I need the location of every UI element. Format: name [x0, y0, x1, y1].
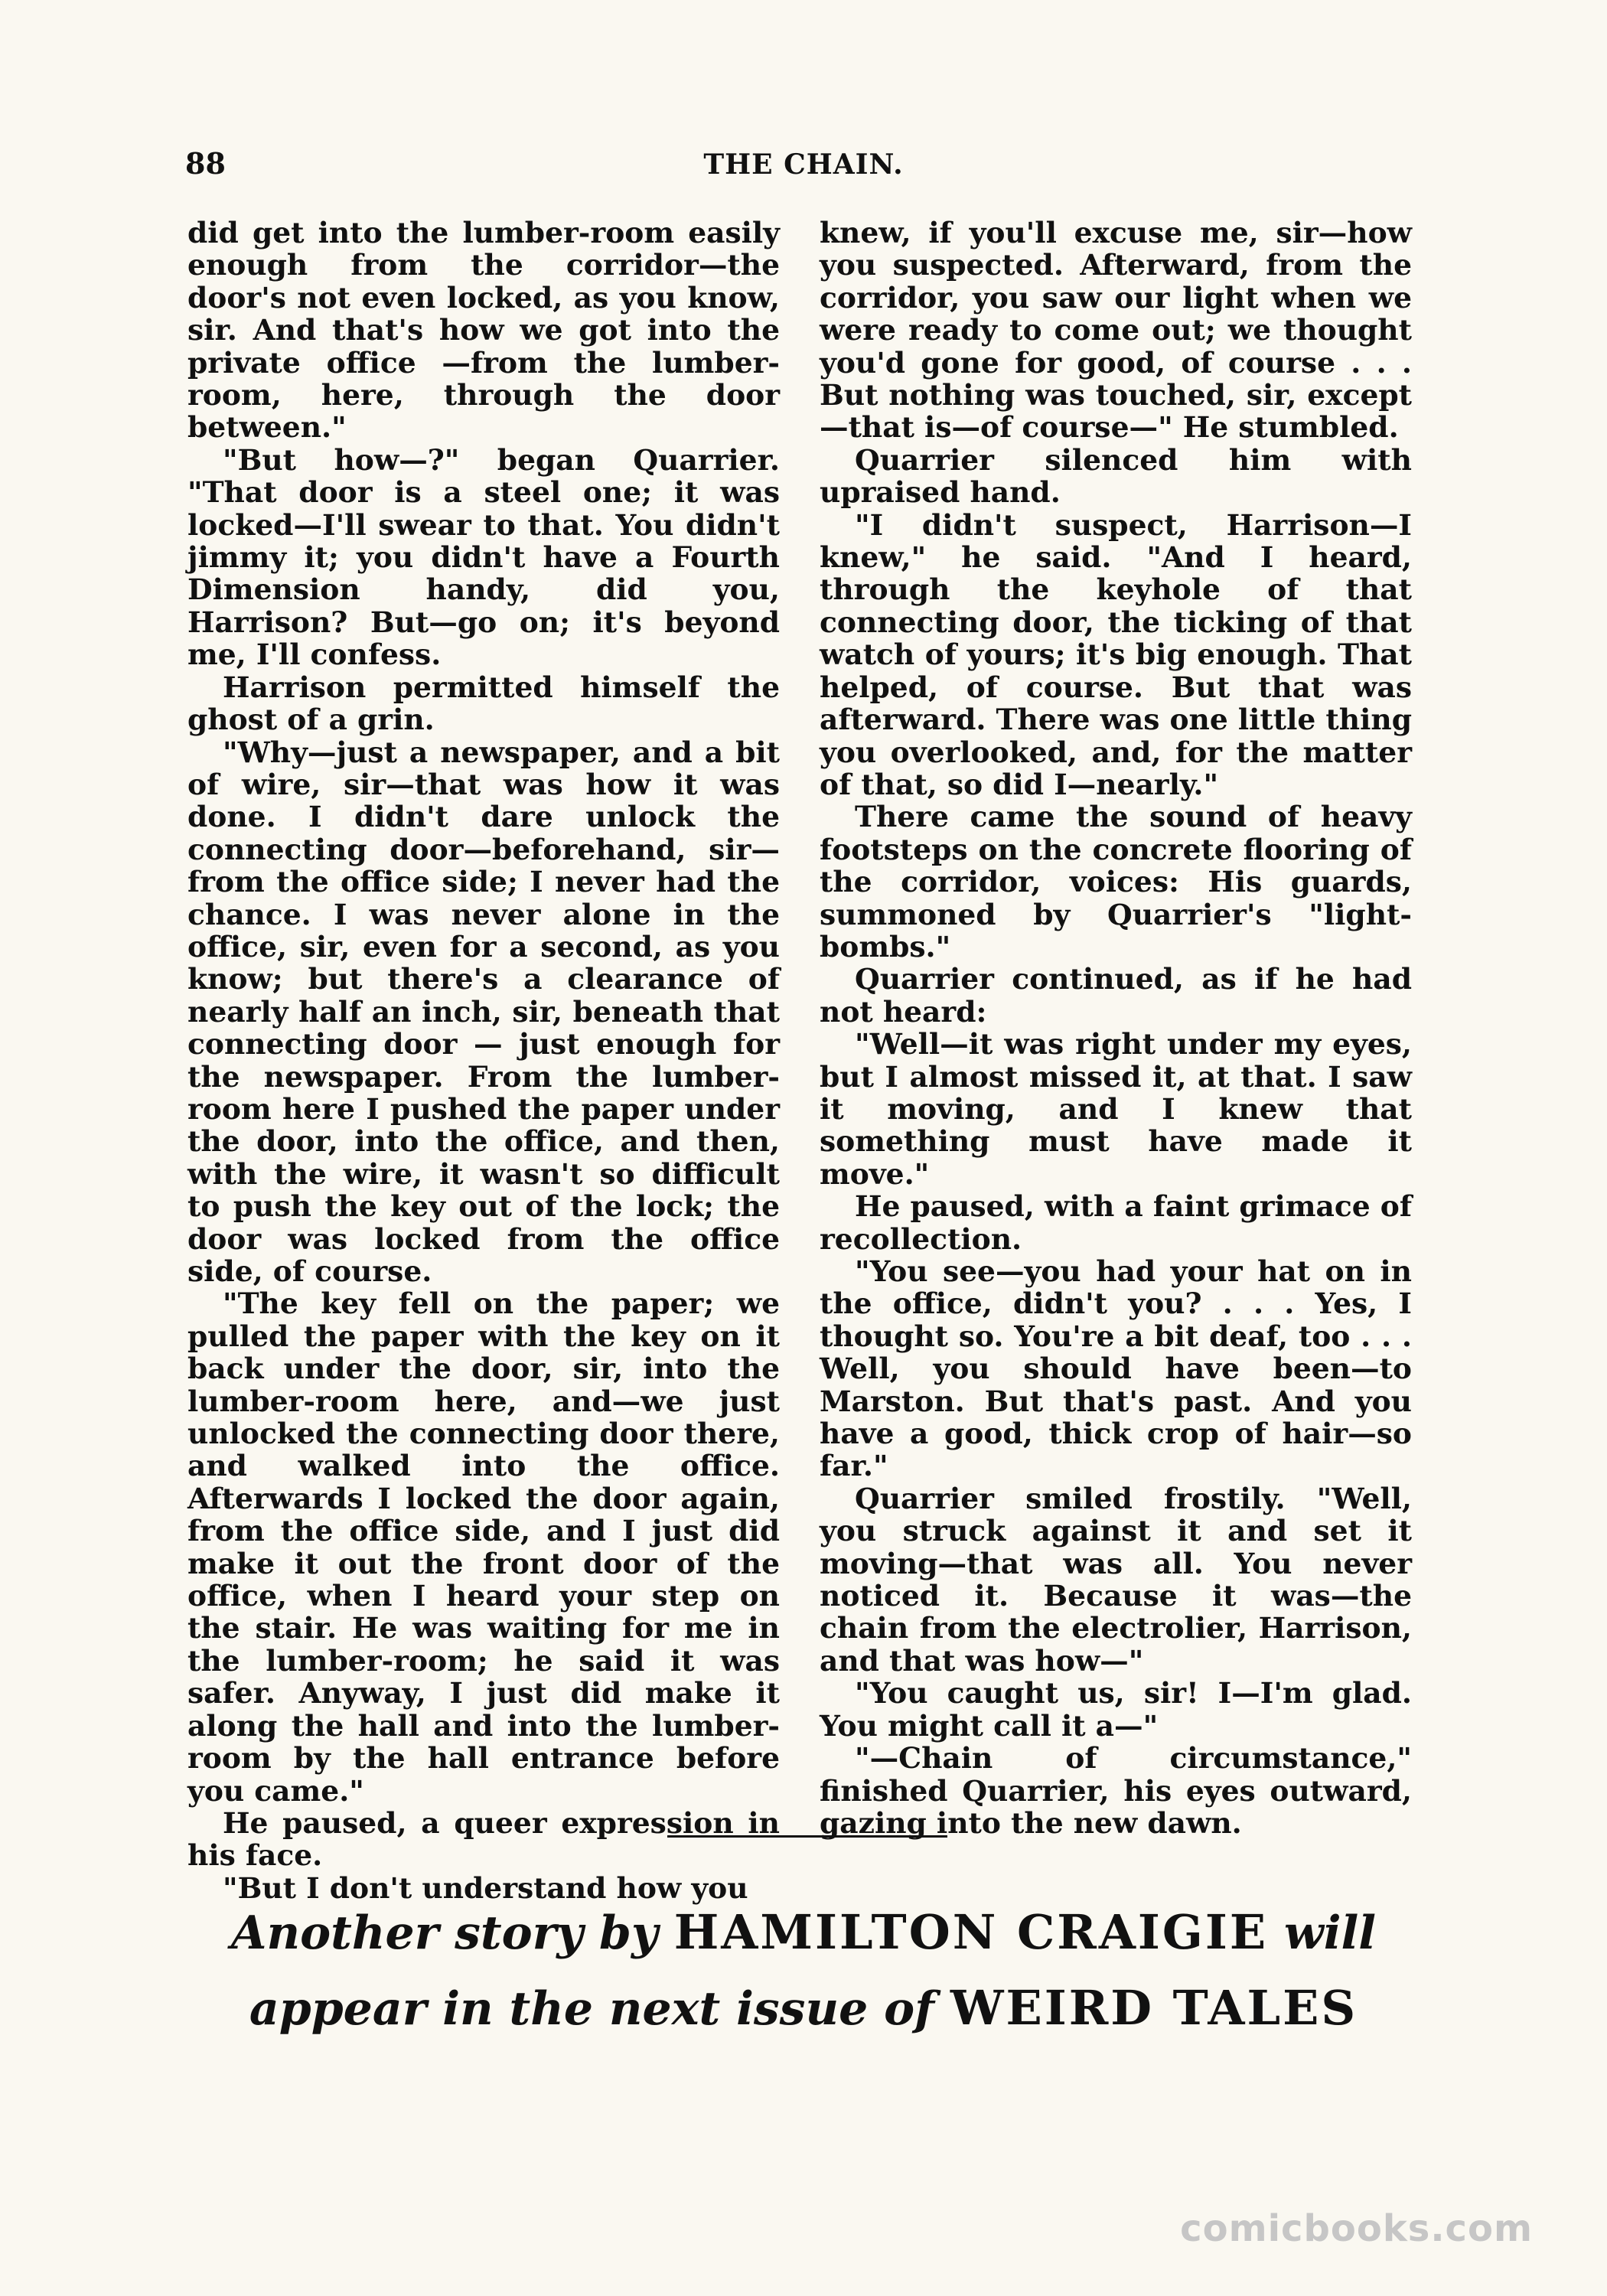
- left-column: [187, 217, 780, 1904]
- watermark: comicbooks.com: [1180, 2207, 1533, 2250]
- paragraph: Quarrier continued, as if he had not heard:: [820, 962, 1412, 1029]
- paragraph: "But how—?" began Quarrier. "That door is a steel one; it was locked—I'll swear to that. You didn't jimmy it; you didn't have a Fourth Dimension handy, did you, Harrison? But—go on; it's beyond me, I'll confess.: [187, 442, 780, 672]
- paragraph: There came the sound of heavy footsteps on the concrete flooring of the corridor, voices: His guards, summoned by Quarrier's "light-bombs.": [820, 800, 1412, 964]
- paragraph: "Why—just a newspaper, and a bit of wire, sir—that was how it was done. I didn't dare unlock the connecting door—beforehand, sir—from the office side; I never had the chance. I was never alone in the office, sir, even for a second, as you know; but there's a clearance of nearly half an inch, sir, beneath that connecting door — just enough for the newspaper. From the lumber-room here I pushed the paper under the door, into the office, and then, with the wire, it wasn't so difficult to push the key out of the lock; the door was locked from the office side, of course.: [187, 735, 780, 1288]
- paragraph: did get into the lumber-room easily enough from the corridor—the door's not even locked, as you know, sir. And that's how we got into the private office —from the lumber-room, here, through the door between.": [187, 216, 780, 445]
- right-column: [820, 217, 1412, 1839]
- paragraph: knew, if you'll excuse me, sir—how you suspected. Afterward, from the corridor, you saw our light when we were ready to come out; we thought you'd gone for good, of course . . . But nothing was touched, sir, except—that is—of course—" He stumbled.: [820, 216, 1412, 445]
- paragraph: "You caught us, sir! I—I'm glad. You might call it a—": [820, 1676, 1412, 1743]
- announcement-will: will: [1284, 1906, 1377, 1960]
- next-issue-announcement: [0, 1895, 1607, 2047]
- paragraph: "Well—it was right under my eyes, but I almost missed it, at that. I saw it moving, and I knew that something must have made it move.": [820, 1027, 1412, 1191]
- announcement-lead: Another story by: [230, 1906, 658, 1960]
- paragraph: "I didn't suspect, Harrison—I knew," he said. "And I heard, through the keyhole of that connecting door, the ticking of that watch of yours; it's big enough. That helped, of course. But that was afterward. There was one little thing you overlooked, and, for the matter of that, so did I—nearly.": [820, 507, 1412, 801]
- paragraph: "The key fell on the paper; we pulled the paper with the key on it back under the door, sir, into the lumber-room here, and—we just unlocked the connecting door there, and walked into the office. Afterwards I locked the door again, from the office side, and I just did make it out the front door of the office, when I heard your step on the stair. He was waiting for me in the lumber-room; he said it was safer. Anyway, I just did make it along the hall and into the lumber-room by the hall entrance before you came.": [187, 1287, 780, 1808]
- paragraph: Quarrier silenced him with upraised hand.: [820, 442, 1412, 510]
- announcement-line-2: [0, 1971, 1607, 2047]
- paragraph: Quarrier smiled frostily. "Well, you struck against it and set it moving—that was all. You never noticed it. Because it was—the chain from the electrolier, Harrison, and that was how—": [820, 1481, 1412, 1678]
- magazine-name: WEIRD TALES: [950, 1980, 1358, 2036]
- announcement-middle: appear in the next issue of: [249, 1982, 934, 2036]
- paragraph: He paused, a queer expression in his face.: [187, 1805, 780, 1873]
- paragraph: "—Chain of circumstance," finished Quarrier, his eyes outward, gazing into the new dawn.: [820, 1741, 1412, 1840]
- paragraph: He paused, with a faint grimace of recollection.: [820, 1189, 1412, 1256]
- author-name: HAMILTON CRAIGIE: [673, 1904, 1269, 1960]
- running-title: THE CHAIN.: [703, 148, 904, 181]
- section-divider: [667, 1835, 947, 1838]
- paragraph: "You see—you had your hat on in the office, didn't you? . . . Yes, I thought so. You're a bit deaf, too . . . Well, you should have been—to Marston. But that's past. And you have a good, thick crop of hair—so far.": [820, 1254, 1412, 1483]
- paragraph: Harrison permitted himself the ghost of a grin.: [187, 670, 780, 737]
- announcement-line-1: [0, 1895, 1607, 1971]
- paragraph: "But I don't understand how you: [223, 1870, 748, 1905]
- page-number: 88: [185, 146, 226, 181]
